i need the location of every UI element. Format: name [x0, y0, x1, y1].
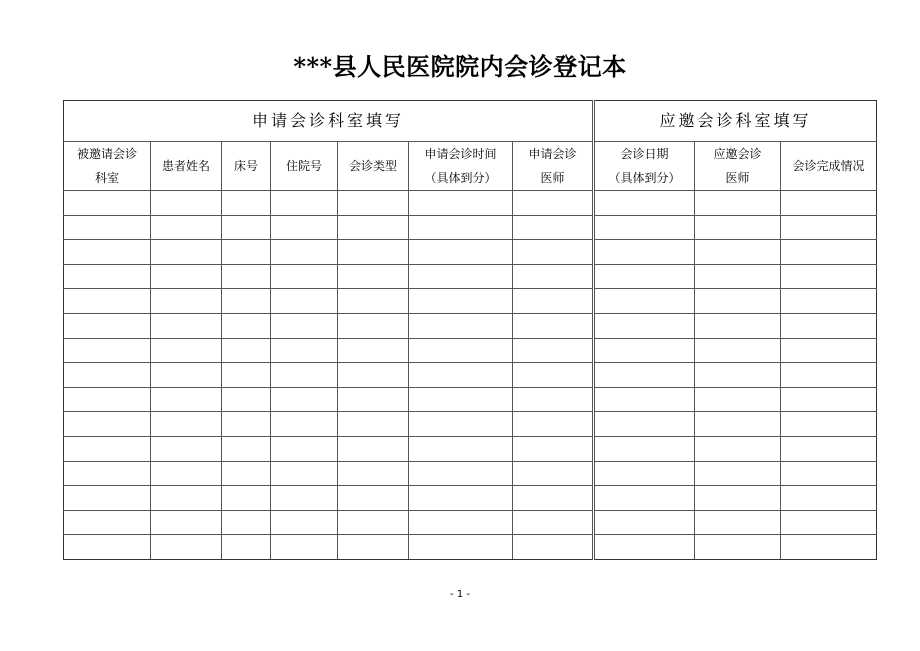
table-cell[interactable]	[271, 289, 338, 314]
table-row	[64, 486, 877, 511]
table-cell[interactable]	[594, 412, 695, 437]
table-cell[interactable]	[271, 486, 338, 511]
table-cell[interactable]	[338, 387, 409, 412]
table-cell[interactable]	[513, 363, 594, 388]
table-cell[interactable]	[64, 338, 151, 363]
table-cell[interactable]	[781, 412, 877, 437]
table-cell[interactable]	[594, 535, 695, 560]
table-cell[interactable]	[151, 387, 222, 412]
table-cell[interactable]	[695, 387, 781, 412]
table-cell[interactable]	[409, 215, 513, 240]
header-request-time: 申请会诊时间 （具体到分）	[409, 142, 513, 191]
table-cell[interactable]	[695, 412, 781, 437]
table-row	[64, 387, 877, 412]
table-cell[interactable]	[513, 510, 594, 535]
table-cell[interactable]	[222, 363, 271, 388]
table-cell[interactable]	[781, 240, 877, 265]
table-cell[interactable]	[409, 264, 513, 289]
table-cell[interactable]	[695, 240, 781, 265]
table-row	[64, 338, 877, 363]
table-cell[interactable]	[338, 412, 409, 437]
table-cell[interactable]	[222, 240, 271, 265]
table-cell[interactable]	[594, 510, 695, 535]
table-cell[interactable]	[151, 535, 222, 560]
table-cell[interactable]	[781, 313, 877, 338]
table-cell[interactable]	[222, 313, 271, 338]
table-cell[interactable]	[409, 461, 513, 486]
table-cell[interactable]	[409, 338, 513, 363]
table-cell[interactable]	[338, 363, 409, 388]
table-cell[interactable]	[222, 264, 271, 289]
table-cell[interactable]	[781, 264, 877, 289]
table-cell[interactable]	[64, 215, 151, 240]
table-cell[interactable]	[64, 240, 151, 265]
table-cell[interactable]	[222, 436, 271, 461]
table-cell[interactable]	[64, 510, 151, 535]
header-consultation-date: 会诊日期 （具体到分）	[594, 142, 695, 191]
header-completion-status: 会诊完成情况	[781, 142, 877, 191]
table-cell[interactable]	[271, 191, 338, 216]
table-cell[interactable]	[594, 461, 695, 486]
table-cell[interactable]	[594, 387, 695, 412]
table-cell[interactable]	[338, 486, 409, 511]
table-cell[interactable]	[781, 363, 877, 388]
table-cell[interactable]	[338, 313, 409, 338]
table-cell[interactable]	[222, 215, 271, 240]
table-row	[64, 363, 877, 388]
table-cell[interactable]	[271, 240, 338, 265]
table-cell[interactable]	[513, 387, 594, 412]
table-cell[interactable]	[338, 535, 409, 560]
document-title: ***县人民医院院内会诊登记本	[293, 52, 627, 81]
table-cell[interactable]	[409, 191, 513, 216]
table-cell[interactable]	[409, 313, 513, 338]
table-cell[interactable]	[594, 313, 695, 338]
table-cell[interactable]	[781, 338, 877, 363]
table-cell[interactable]	[594, 436, 695, 461]
table-cell[interactable]	[409, 387, 513, 412]
table-row	[64, 191, 877, 216]
table-cell[interactable]	[64, 191, 151, 216]
table-cell[interactable]	[64, 412, 151, 437]
table-cell[interactable]	[151, 215, 222, 240]
table-cell[interactable]	[271, 510, 338, 535]
table-row	[64, 289, 877, 314]
table-cell[interactable]	[222, 338, 271, 363]
table-cell[interactable]	[222, 486, 271, 511]
table-cell[interactable]	[151, 289, 222, 314]
table-cell[interactable]	[271, 461, 338, 486]
table-cell[interactable]	[695, 215, 781, 240]
table-cell[interactable]	[513, 436, 594, 461]
table-cell[interactable]	[338, 264, 409, 289]
table-cell[interactable]	[781, 510, 877, 535]
table-cell[interactable]	[409, 436, 513, 461]
table-cell[interactable]	[338, 338, 409, 363]
table-cell[interactable]	[695, 264, 781, 289]
table-cell[interactable]	[513, 215, 594, 240]
table-cell[interactable]	[271, 436, 338, 461]
table-row	[64, 215, 877, 240]
table-row	[64, 436, 877, 461]
section-requesting-department: 申请会诊科室填写	[64, 101, 594, 142]
table-cell[interactable]	[513, 289, 594, 314]
table-cell[interactable]	[409, 289, 513, 314]
table-cell[interactable]	[513, 240, 594, 265]
header-request-doctor: 申请会诊 医师	[513, 142, 594, 191]
table-cell[interactable]	[271, 535, 338, 560]
header-admission-number: 住院号	[271, 142, 338, 191]
table-cell[interactable]	[151, 264, 222, 289]
table-cell[interactable]	[409, 363, 513, 388]
consultation-register-table	[63, 100, 877, 560]
table-cell[interactable]	[64, 387, 151, 412]
table-cell[interactable]	[409, 486, 513, 511]
section-invited-department: 应邀会诊科室填写	[594, 101, 877, 142]
table-cell[interactable]	[594, 215, 695, 240]
table-cell[interactable]	[271, 338, 338, 363]
table-cell[interactable]	[64, 461, 151, 486]
table-cell[interactable]	[271, 264, 338, 289]
table-cell[interactable]	[594, 191, 695, 216]
table-cell[interactable]	[64, 313, 151, 338]
table-cell[interactable]	[222, 461, 271, 486]
table-cell[interactable]	[513, 338, 594, 363]
table-cell[interactable]	[409, 535, 513, 560]
table-cell[interactable]	[271, 412, 338, 437]
table-cell[interactable]	[338, 289, 409, 314]
table-cell[interactable]	[338, 215, 409, 240]
table-cell[interactable]	[781, 461, 877, 486]
header-bed-number: 床号	[222, 142, 271, 191]
table-cell[interactable]	[64, 289, 151, 314]
table-cell[interactable]	[271, 215, 338, 240]
table-cell[interactable]	[513, 486, 594, 511]
table-cell[interactable]	[409, 240, 513, 265]
header-consultation-type: 会诊类型	[338, 142, 409, 191]
table-cell[interactable]	[695, 436, 781, 461]
table-cell[interactable]	[695, 289, 781, 314]
table-row	[64, 461, 877, 486]
table-cell[interactable]	[222, 412, 271, 437]
table-cell[interactable]	[781, 436, 877, 461]
table-row	[64, 510, 877, 535]
table-cell[interactable]	[151, 240, 222, 265]
header-invited-doctor: 应邀会诊 医师	[695, 142, 781, 191]
table-cell[interactable]	[781, 387, 877, 412]
table-cell[interactable]	[781, 486, 877, 511]
table-cell[interactable]	[695, 510, 781, 535]
table-cell[interactable]	[151, 363, 222, 388]
table-cell[interactable]	[151, 510, 222, 535]
table-cell[interactable]	[513, 191, 594, 216]
table-cell[interactable]	[513, 412, 594, 437]
table-cell[interactable]	[695, 313, 781, 338]
table-cell[interactable]	[338, 191, 409, 216]
table-cell[interactable]	[513, 461, 594, 486]
table-cell[interactable]	[695, 461, 781, 486]
table-row	[64, 412, 877, 437]
table-cell[interactable]	[695, 486, 781, 511]
table-cell[interactable]	[64, 363, 151, 388]
table-cell[interactable]	[151, 412, 222, 437]
page-number: - 1 -	[450, 589, 470, 600]
table-cell[interactable]	[151, 191, 222, 216]
table-cell[interactable]	[781, 215, 877, 240]
table-cell[interactable]	[222, 387, 271, 412]
table-cell[interactable]	[64, 264, 151, 289]
table-cell[interactable]	[409, 510, 513, 535]
table-cell[interactable]	[513, 313, 594, 338]
table-row	[64, 264, 877, 289]
header-invited-department: 被邀请会诊 科室	[64, 142, 151, 191]
table-cell[interactable]	[594, 240, 695, 265]
table-cell[interactable]	[594, 338, 695, 363]
table-cell[interactable]	[151, 436, 222, 461]
table-cell[interactable]	[64, 486, 151, 511]
table-cell[interactable]	[338, 510, 409, 535]
table-cell[interactable]	[222, 289, 271, 314]
table-cell[interactable]	[513, 264, 594, 289]
table-row	[64, 240, 877, 265]
table-cell[interactable]	[271, 313, 338, 338]
table-cell[interactable]	[594, 363, 695, 388]
table-cell[interactable]	[271, 387, 338, 412]
table-cell[interactable]	[781, 289, 877, 314]
table-cell[interactable]	[695, 191, 781, 216]
table-cell[interactable]	[222, 191, 271, 216]
table-cell[interactable]	[513, 535, 594, 560]
table-cell[interactable]	[151, 486, 222, 511]
table-row	[64, 313, 877, 338]
table-cell[interactable]	[781, 535, 877, 560]
table-cell[interactable]	[64, 535, 151, 560]
table-cell[interactable]	[695, 363, 781, 388]
table-cell[interactable]	[64, 436, 151, 461]
table-cell[interactable]	[695, 535, 781, 560]
table-cell[interactable]	[151, 338, 222, 363]
table-cell[interactable]	[594, 486, 695, 511]
table-cell[interactable]	[594, 289, 695, 314]
table-cell[interactable]	[409, 412, 513, 437]
table-cell[interactable]	[151, 313, 222, 338]
table-cell[interactable]	[695, 338, 781, 363]
table-cell[interactable]	[271, 363, 338, 388]
table-cell[interactable]	[781, 191, 877, 216]
header-patient-name: 患者姓名	[151, 142, 222, 191]
table-cell[interactable]	[338, 461, 409, 486]
table-cell[interactable]	[151, 461, 222, 486]
table-cell[interactable]	[594, 264, 695, 289]
table-cell[interactable]	[338, 240, 409, 265]
table-cell[interactable]	[222, 535, 271, 560]
table-cell[interactable]	[222, 510, 271, 535]
table-cell[interactable]	[338, 436, 409, 461]
table-row	[64, 535, 877, 560]
